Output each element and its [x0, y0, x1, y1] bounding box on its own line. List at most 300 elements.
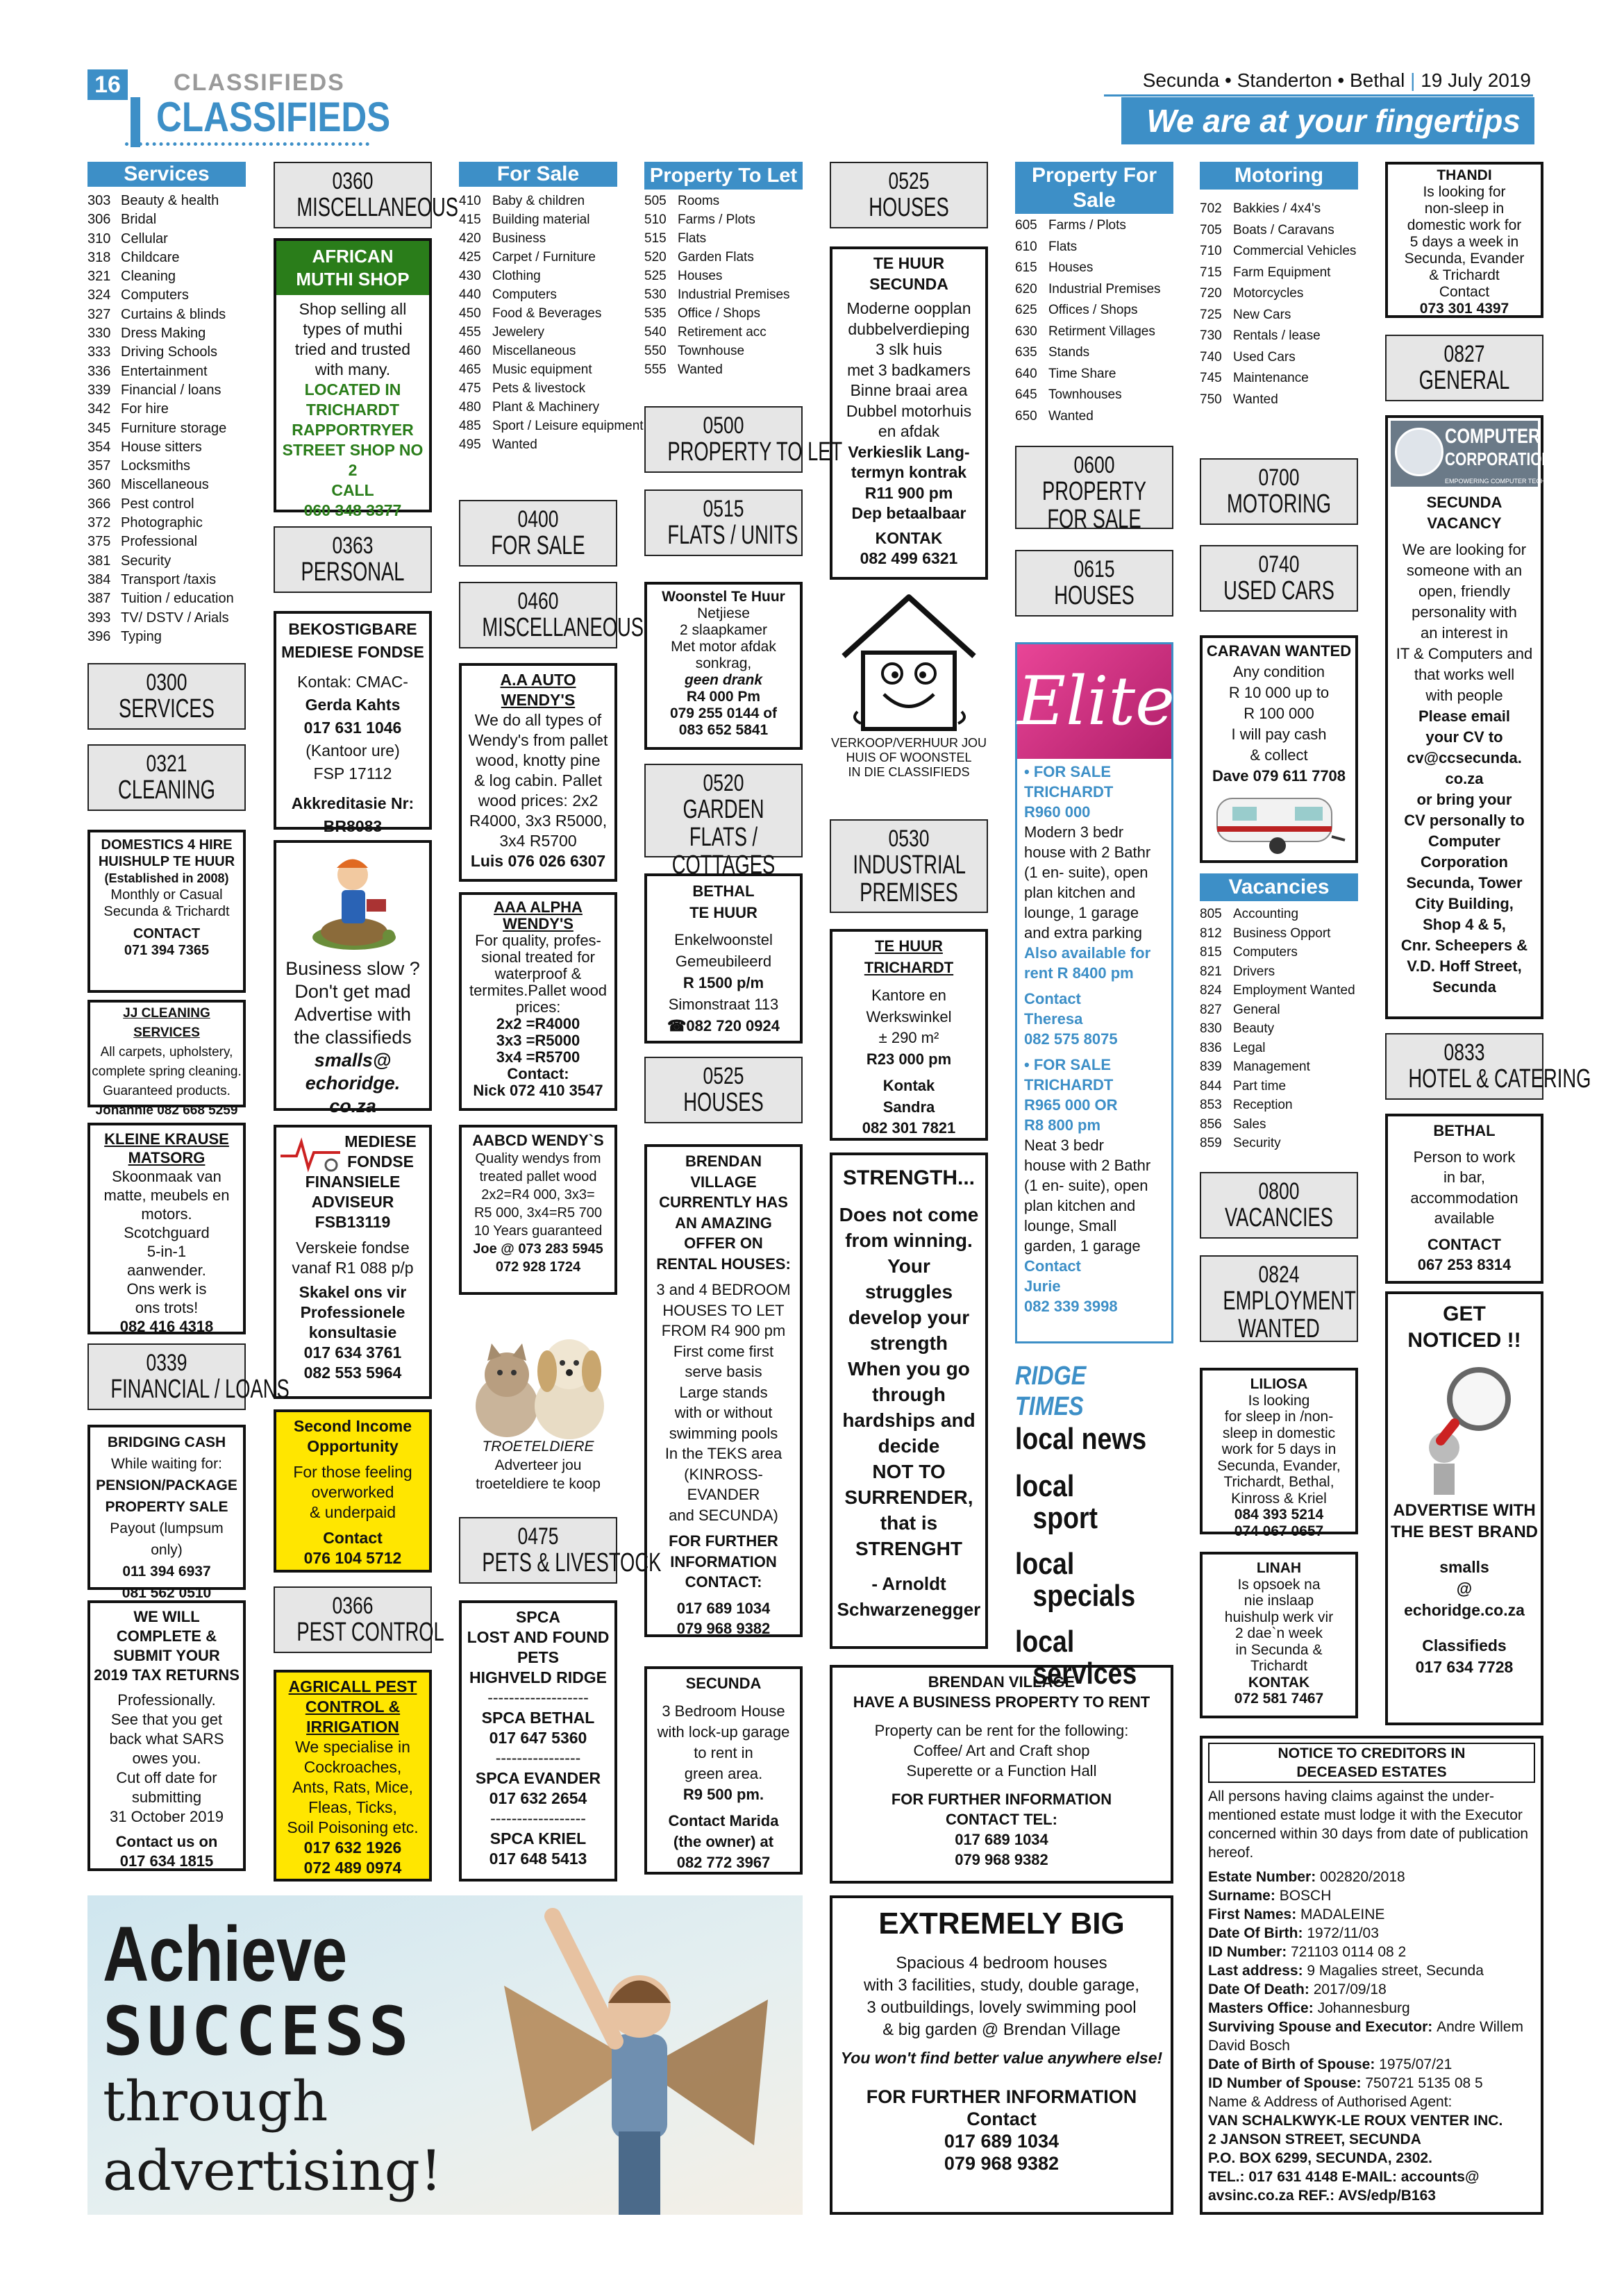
ad-line: open, friendly [1418, 583, 1511, 600]
index-label: Houses [1048, 260, 1094, 275]
ad-line: termyn kontrak [851, 463, 967, 481]
ad-line: & big garden @ Brendan Village [882, 2020, 1121, 2039]
index-code: 550 [644, 344, 667, 358]
index-label: Used Cars [1233, 349, 1296, 364]
index-item [459, 210, 617, 229]
ad-line: treated pallet wood [479, 1169, 597, 1184]
index-code: 480 [459, 400, 481, 414]
ad-line: 082 416 4318 [119, 1318, 214, 1335]
index-label: Rentals / lease [1233, 328, 1321, 343]
index-item [87, 438, 246, 457]
index-code: 630 [1015, 324, 1037, 339]
ad-line: HUIS OF WOONSTEL [846, 751, 972, 764]
index-label: Computers [492, 287, 557, 302]
ad-ridge-times [1015, 1361, 1173, 1691]
ad-line: (Kantoor ure) [305, 741, 400, 760]
index-label: Dress Making [121, 326, 206, 342]
ad-line: services [1032, 1657, 1137, 1691]
ad-line: Dubbel motorhuis [846, 401, 972, 420]
ad-line: Wendy's from pallet [468, 731, 608, 749]
creditors-field [1208, 1980, 1535, 1999]
ad-line: house with 2 Bathr [1024, 1157, 1151, 1174]
services-header: Services [87, 162, 246, 187]
index-code: 520 [644, 250, 667, 265]
index-code: 345 [87, 420, 111, 436]
index-label: Pest control [121, 496, 194, 512]
ad-line: prices: [515, 998, 561, 1016]
ad-line: ------------------- [487, 1689, 589, 1707]
creditors-field [1208, 1924, 1535, 1943]
ad-kleine-krause [87, 1123, 246, 1334]
header-0363 [274, 526, 432, 593]
ad-line: Secunda [1432, 978, 1496, 996]
index-label: Industrial Premises [678, 287, 790, 302]
h363-num: 0363 [332, 533, 374, 559]
ad-te-huur-trichardt [830, 929, 988, 1141]
ad-line: 017 632 1926 [303, 1838, 402, 1857]
h400-title: FOR SALE [491, 531, 585, 560]
ad-line: available [1434, 1209, 1495, 1227]
index-label: Townhouses [1048, 387, 1122, 402]
ad-line: Classifieds [1422, 1636, 1507, 1654]
ad-line: PENSION/PACKAGE [96, 1477, 237, 1493]
ad-line: Joe @ 073 283 5945 [473, 1241, 603, 1257]
index-code: 650 [1015, 408, 1037, 424]
ad-line: Scotchguard [124, 1224, 210, 1241]
index-label: Bakkies / 4x4's [1233, 201, 1321, 216]
ad-line: Simonstraat 113 [668, 996, 779, 1013]
ad-line: MUTHI SHOP [276, 268, 429, 295]
heartbeat-stethoscope-icon [279, 1132, 342, 1173]
index-item [459, 229, 617, 248]
index-code: 555 [644, 362, 667, 377]
ad-line: Kontak [882, 1077, 935, 1094]
ad-line: EXTREMELY BIG [878, 1907, 1125, 1941]
ad-line: R960 000 [1024, 803, 1091, 821]
ad-line: Schwarzenegger [837, 1599, 981, 1620]
index-label: Business Opport [1233, 925, 1331, 941]
ad-line: RIDGE TIMES [1015, 1361, 1087, 1421]
ad-line: MEDIESE [344, 1132, 417, 1150]
index-item [87, 305, 246, 324]
index-item [1015, 385, 1173, 406]
ad-line: TE HUUR [689, 904, 757, 921]
ad-line: with lock-up garage [657, 1723, 790, 1741]
h366-num: 0366 [332, 1593, 374, 1619]
index-item [459, 417, 644, 435]
ad-line: personality with [1412, 603, 1517, 621]
ad-line: SECUNDA [685, 1675, 762, 1692]
creditors-field [1208, 2055, 1535, 2074]
ad-line: Contact [1024, 1257, 1081, 1275]
ad-line: (Established in 2008) [104, 871, 229, 885]
ad-line: TRICHARDT [1024, 1076, 1114, 1093]
ad-line: Adverteer jou [494, 1457, 582, 1473]
index-code: 859 [1200, 1136, 1222, 1150]
ad-line: Verkieslik Lang- [848, 442, 970, 461]
index-label: Maintenance [1233, 371, 1309, 385]
ad-line: A.A AUTO [500, 671, 576, 689]
ad-line: and SECUNDA) [669, 1506, 778, 1524]
achieve-line-1: Achieve [103, 1911, 348, 1997]
index-item [1200, 981, 1358, 1000]
ad-line: in bar, [1443, 1168, 1485, 1186]
h824-num: 0824 [1258, 1262, 1300, 1288]
index-item [1200, 305, 1358, 326]
creditors-field-sep: : [1308, 2000, 1318, 2016]
index-item [1015, 237, 1173, 258]
index-code: 387 [87, 591, 111, 607]
creditors-field-label: ID Number [1208, 1944, 1282, 1960]
header-0824 [1200, 1255, 1358, 1342]
ad-line: Contact [1024, 990, 1081, 1007]
index-code: 645 [1015, 387, 1037, 402]
index-label: Building material [492, 212, 590, 227]
index-code: 410 [459, 194, 481, 208]
ad-line: We specialise in [295, 1738, 410, 1756]
index-label: Beauty [1233, 1021, 1275, 1036]
ad-line: ons trots! [135, 1299, 199, 1316]
ad-line: CONTACT [133, 926, 201, 941]
index-item [87, 609, 246, 628]
creditors-field-sep: : [1428, 2019, 1437, 2035]
ad-line: Woonstel Te Huur [662, 589, 785, 605]
propforsale-index [1015, 215, 1173, 427]
h833-num: 0833 [1443, 1039, 1485, 1066]
edition-towns: Secunda • Standerton • Bethal [1142, 69, 1405, 91]
tagline-banner: We are at your fingertips [1121, 97, 1534, 144]
child-pilot-illustration [476, 1902, 796, 2215]
ad-line: green area. [684, 1765, 763, 1782]
creditors-agent-name: VAN SCHALKWYK-LE ROUX VENTER INC. [1208, 2113, 1503, 2129]
ad-line: 5-in-1 [147, 1243, 187, 1260]
ad-jj-cleaning [87, 1000, 246, 1118]
index-label: Retirment Villages [1048, 324, 1155, 339]
ad-line: local news [1015, 1422, 1147, 1456]
ad-tax-returns [87, 1600, 246, 1871]
ad-brendan-village [644, 1144, 803, 1637]
ad-line: specials [1032, 1579, 1136, 1613]
magnifier-person-illustration [1413, 1361, 1517, 1500]
ad-line: ---------------- [495, 1749, 581, 1767]
index-item [87, 552, 246, 571]
ad-line: See that you get [110, 1711, 223, 1728]
index-code: 327 [87, 306, 111, 322]
ad-line: SURRENDER, [844, 1486, 973, 1508]
creditors-agent-ref: avsinc.co.za REF.: AVS/edp/B163 [1208, 2188, 1436, 2204]
ad-line: Ons werk is [126, 1280, 207, 1298]
ad-spca [459, 1600, 617, 1882]
header-0530 [830, 819, 988, 913]
index-code: 357 [87, 458, 111, 474]
index-label: Farm Equipment [1233, 265, 1331, 280]
index-label: Boats / Caravans [1233, 222, 1334, 237]
ad-line: AFRICAN [276, 241, 429, 268]
ad-line: 072 581 7467 [1234, 1691, 1324, 1707]
ad-line: KONTAK [1248, 1674, 1310, 1691]
ad-line: Kontak: CMAC- [297, 673, 408, 691]
index-label: Furniture storage [121, 420, 227, 436]
creditors-field-value: 1975/07/21 [1379, 2056, 1453, 2072]
index-item [644, 342, 803, 360]
header-0475 [459, 1517, 662, 1584]
ad-line: waterproof & [494, 965, 582, 982]
creditors-field-sep: : [1291, 1907, 1301, 1922]
index-label: Drivers [1233, 964, 1275, 979]
ad-line: 3x4 =R5700 [496, 1048, 580, 1066]
ad-line: CV personally to [1404, 812, 1525, 829]
h827-num: 0827 [1443, 341, 1485, 367]
creditors-field-value: 002820/2018 [1320, 1869, 1405, 1885]
ad-line: 2 dae`n week [1234, 1625, 1323, 1641]
index-item [87, 533, 246, 551]
index-code: 455 [459, 325, 481, 340]
index-code: 844 [1200, 1078, 1222, 1093]
ad-line: & Trichardt [1429, 267, 1500, 283]
index-label: Clothing [492, 269, 541, 283]
ad-line: smalls [1439, 1558, 1489, 1576]
title-underline [125, 142, 369, 146]
h520-title: GARDEN FLATS / COTTAGES [671, 795, 776, 880]
header-0525 [830, 162, 988, 228]
ad-line: FROM R4 900 pm [661, 1322, 786, 1339]
ad-line: complete spring cleaning. [92, 1064, 242, 1079]
index-item [1015, 364, 1173, 385]
ad-line: Payout (lumpsum only) [110, 1520, 224, 1558]
ad-line: FOR FURTHER [669, 1532, 778, 1550]
ad-line: 082 772 3967 [676, 1854, 771, 1871]
ad-line: GET [1443, 1302, 1486, 1325]
index-item [1015, 279, 1173, 301]
index-label: Beauty & health [121, 193, 219, 208]
ad-secunda-house [644, 1666, 803, 1875]
ad-line: Secunda, Evander, [1217, 1457, 1341, 1474]
ad-line: Advertise with [294, 1004, 412, 1025]
h833-title: HOTEL & CATERING [1408, 1064, 1591, 1093]
forsale-index [459, 192, 644, 454]
ad-line: 082 339 3998 [1024, 1298, 1118, 1315]
ad-line: vanaf R1 088 p/p [292, 1259, 414, 1277]
h363-title: PERSONAL [301, 558, 405, 587]
ad-line: Gemeubileerd [675, 953, 772, 970]
ad-line: sional treated for [481, 948, 595, 966]
creditors-field-label: Surname [1208, 1888, 1271, 1904]
ad-aa-auto [459, 663, 617, 882]
ad-line: Luis 076 026 6307 [470, 852, 606, 870]
ad-line: STRENGHT [855, 1538, 962, 1559]
index-item [1200, 199, 1358, 220]
h520-num: 0520 [703, 770, 744, 796]
creditors-intro: All persons having claims against the under-mentioned estate must lodge it with the Executor concerned within 30 days from date of publication hereof. [1208, 1788, 1529, 1861]
ad-line: Superette or a Function Hall [906, 1762, 1097, 1779]
ad-line: sport [1032, 1501, 1098, 1535]
h339-title: FINANCIAL / LOANS [110, 1375, 290, 1404]
ad-line: RENTAL HOUSES: [656, 1255, 791, 1273]
index-code: 750 [1200, 392, 1222, 407]
index-item [87, 210, 246, 229]
index-item [1200, 262, 1358, 284]
ad-line: VERKOOP/VERHUUR JOU [830, 736, 987, 750]
index-label: Offices / Shops [1048, 303, 1138, 317]
creditors-field-value: 721103 0114 08 2 [1291, 1944, 1407, 1960]
ad-line: Secunda, Evander [1404, 251, 1525, 267]
h700-title: MOTORING [1227, 489, 1331, 519]
index-label: TV/ DSTV / Arials [121, 610, 229, 626]
ad-line: First come first [673, 1342, 774, 1360]
ad-line: Akkreditasie Nr: [291, 794, 415, 812]
proptolet-index [644, 192, 803, 379]
index-code: 839 [1200, 1059, 1222, 1074]
index-label: Typing [121, 628, 162, 644]
ad-bethal-te-huur [644, 873, 803, 1044]
ad-line: MATSORG [128, 1149, 206, 1166]
creditors-field [1208, 1943, 1535, 1961]
ad-line: 084 393 5214 [1234, 1507, 1324, 1523]
ad-line: 2x2 =R4000 [496, 1015, 580, 1032]
ad-line: Fleas, Ticks, [308, 1798, 397, 1816]
index-code: 830 [1200, 1021, 1222, 1036]
index-label: Motorcycles [1233, 286, 1304, 301]
creditors-field-sep: : [1298, 1925, 1307, 1941]
ad-line: Cut off date for [116, 1769, 217, 1786]
ad-line: LINAH [1256, 1560, 1302, 1576]
ad-line: local [1015, 1625, 1075, 1659]
ad-line: cv@ccsecunda. [1407, 749, 1522, 766]
ad-line: & collect [1250, 746, 1308, 764]
ad-line: an interest in [1421, 624, 1508, 642]
ad-line: 017 689 1034 [676, 1599, 771, 1617]
ad-line: submitting [131, 1788, 202, 1806]
index-item [644, 360, 803, 379]
index-code: 625 [1015, 303, 1037, 317]
ad-line: 3 outbuildings, lovely swimming pool [867, 1998, 1137, 2017]
index-item [87, 400, 246, 419]
ad-line: local [1015, 1469, 1075, 1503]
h460-num: 0460 [517, 588, 559, 614]
index-label: Wanted [1048, 408, 1094, 424]
index-label: Office / Shops [678, 306, 760, 321]
ad-line: Large stands [679, 1383, 768, 1401]
index-label: Entertainment [121, 363, 208, 379]
creditors-field-sep: : [1282, 1944, 1291, 1960]
h827-title: GENERAL [1418, 366, 1510, 395]
index-label: Locksmiths [121, 458, 191, 474]
index-code: 740 [1200, 349, 1222, 364]
index-label: Bridal [121, 212, 157, 228]
ad-line: 082 301 7821 [862, 1119, 956, 1137]
ad-line: accommodation [1410, 1189, 1518, 1207]
creditors-field-value: MADALEINE [1300, 1907, 1385, 1922]
ad-line: (1 en- suite), open [1024, 1177, 1148, 1194]
ad-line: • FOR SALE [1024, 1056, 1112, 1073]
index-item [1015, 342, 1173, 364]
ad-line: someone with an [1406, 562, 1523, 579]
ad-line: City Building, [1415, 895, 1514, 912]
ad-line: Any condition [1232, 663, 1325, 680]
index-code: 465 [459, 362, 481, 377]
ad-line: Is opsoek na [1237, 1576, 1321, 1593]
section-title: CLASSIFIEDS [156, 94, 391, 140]
ad-line: ± 290 m² [878, 1029, 939, 1046]
vacancies-header: Vacancies [1200, 873, 1358, 901]
ad-line: Contact [1439, 284, 1490, 300]
index-code: 540 [644, 325, 667, 340]
ad-line: back what SARS [109, 1730, 224, 1748]
ad-line: with 3 facilities, study, double garage, [863, 1976, 1140, 1995]
index-item [87, 267, 246, 286]
ad-line: Please email [1418, 707, 1511, 725]
index-label: Transport /taxis [121, 571, 217, 587]
ad-line: Nick 072 410 3547 [473, 1082, 603, 1099]
ad-line: SPCA [516, 1608, 560, 1626]
ad-line: CALL [331, 481, 374, 499]
h300-num: 0300 [146, 669, 187, 696]
ad-line: 079 968 9382 [944, 2153, 1060, 2174]
ad-line: (the owner) at [673, 1833, 774, 1850]
index-item [1015, 321, 1173, 343]
ad-line: 10 Years guaranteed [474, 1223, 603, 1239]
index-code: 310 [87, 231, 111, 246]
ad-line: Person to work [1413, 1148, 1516, 1166]
index-item [644, 248, 803, 267]
index-item [1015, 406, 1173, 428]
index-item [1200, 924, 1358, 944]
creditors-field-label: First Names [1208, 1907, 1292, 1922]
index-label: Farms / Plots [1048, 218, 1126, 233]
index-label: Management [1233, 1059, 1310, 1074]
index-label: Flats [1048, 239, 1078, 254]
index-label: Carpet / Furniture [492, 250, 596, 265]
creditors-field-value: 9 Magalies street, Secunda [1307, 1963, 1484, 1979]
ad-line: Secunda, Tower [1406, 874, 1523, 891]
ad-line: Contact [966, 2109, 1037, 2129]
index-label: Miscellaneous [121, 477, 209, 493]
ad-line: R23 000 pm [866, 1050, 952, 1068]
header-rule [1104, 94, 1533, 97]
ad-line: SECUNDA [869, 274, 948, 293]
index-item [1200, 283, 1358, 305]
index-label: Security [1233, 1136, 1281, 1150]
index-item [1015, 300, 1173, 321]
index-item [459, 398, 617, 417]
ad-line: FSP 17112 [313, 764, 392, 782]
index-label: Security [121, 553, 171, 569]
creditors-field-value: Andre Willem David Bosch [1208, 2019, 1523, 2054]
index-label: Childcare [121, 249, 180, 265]
ad-line: Shop 4 & 5, [1423, 916, 1506, 933]
ad-line: HIGHVELD RIDGE [469, 1668, 608, 1686]
index-item [1200, 1134, 1358, 1153]
ad-line: You won't find better value anywhere else! [840, 2049, 1163, 2067]
index-code: 715 [1200, 265, 1222, 280]
ad-line: Second Income [294, 1417, 412, 1435]
ad-line: Contact Marida [668, 1812, 779, 1829]
index-item [1200, 1057, 1358, 1077]
ad-line: CURRENTLY HAS [659, 1193, 788, 1211]
creditors-field [1208, 1999, 1535, 2018]
index-code: 635 [1015, 345, 1037, 360]
ad-elite [1015, 642, 1173, 1343]
h321-num: 0321 [146, 751, 187, 777]
ad-line: R8 800 pm [1024, 1116, 1101, 1134]
ad-line: 31 October 2019 [110, 1808, 224, 1825]
index-item [87, 589, 246, 608]
elite-logo-panel: Elite [1017, 644, 1171, 759]
smiling-house-illustration [830, 590, 988, 736]
h475-num: 0475 [517, 1523, 559, 1550]
index-code: 705 [1200, 222, 1222, 237]
ad-line: 017 647 5360 [489, 1729, 587, 1747]
